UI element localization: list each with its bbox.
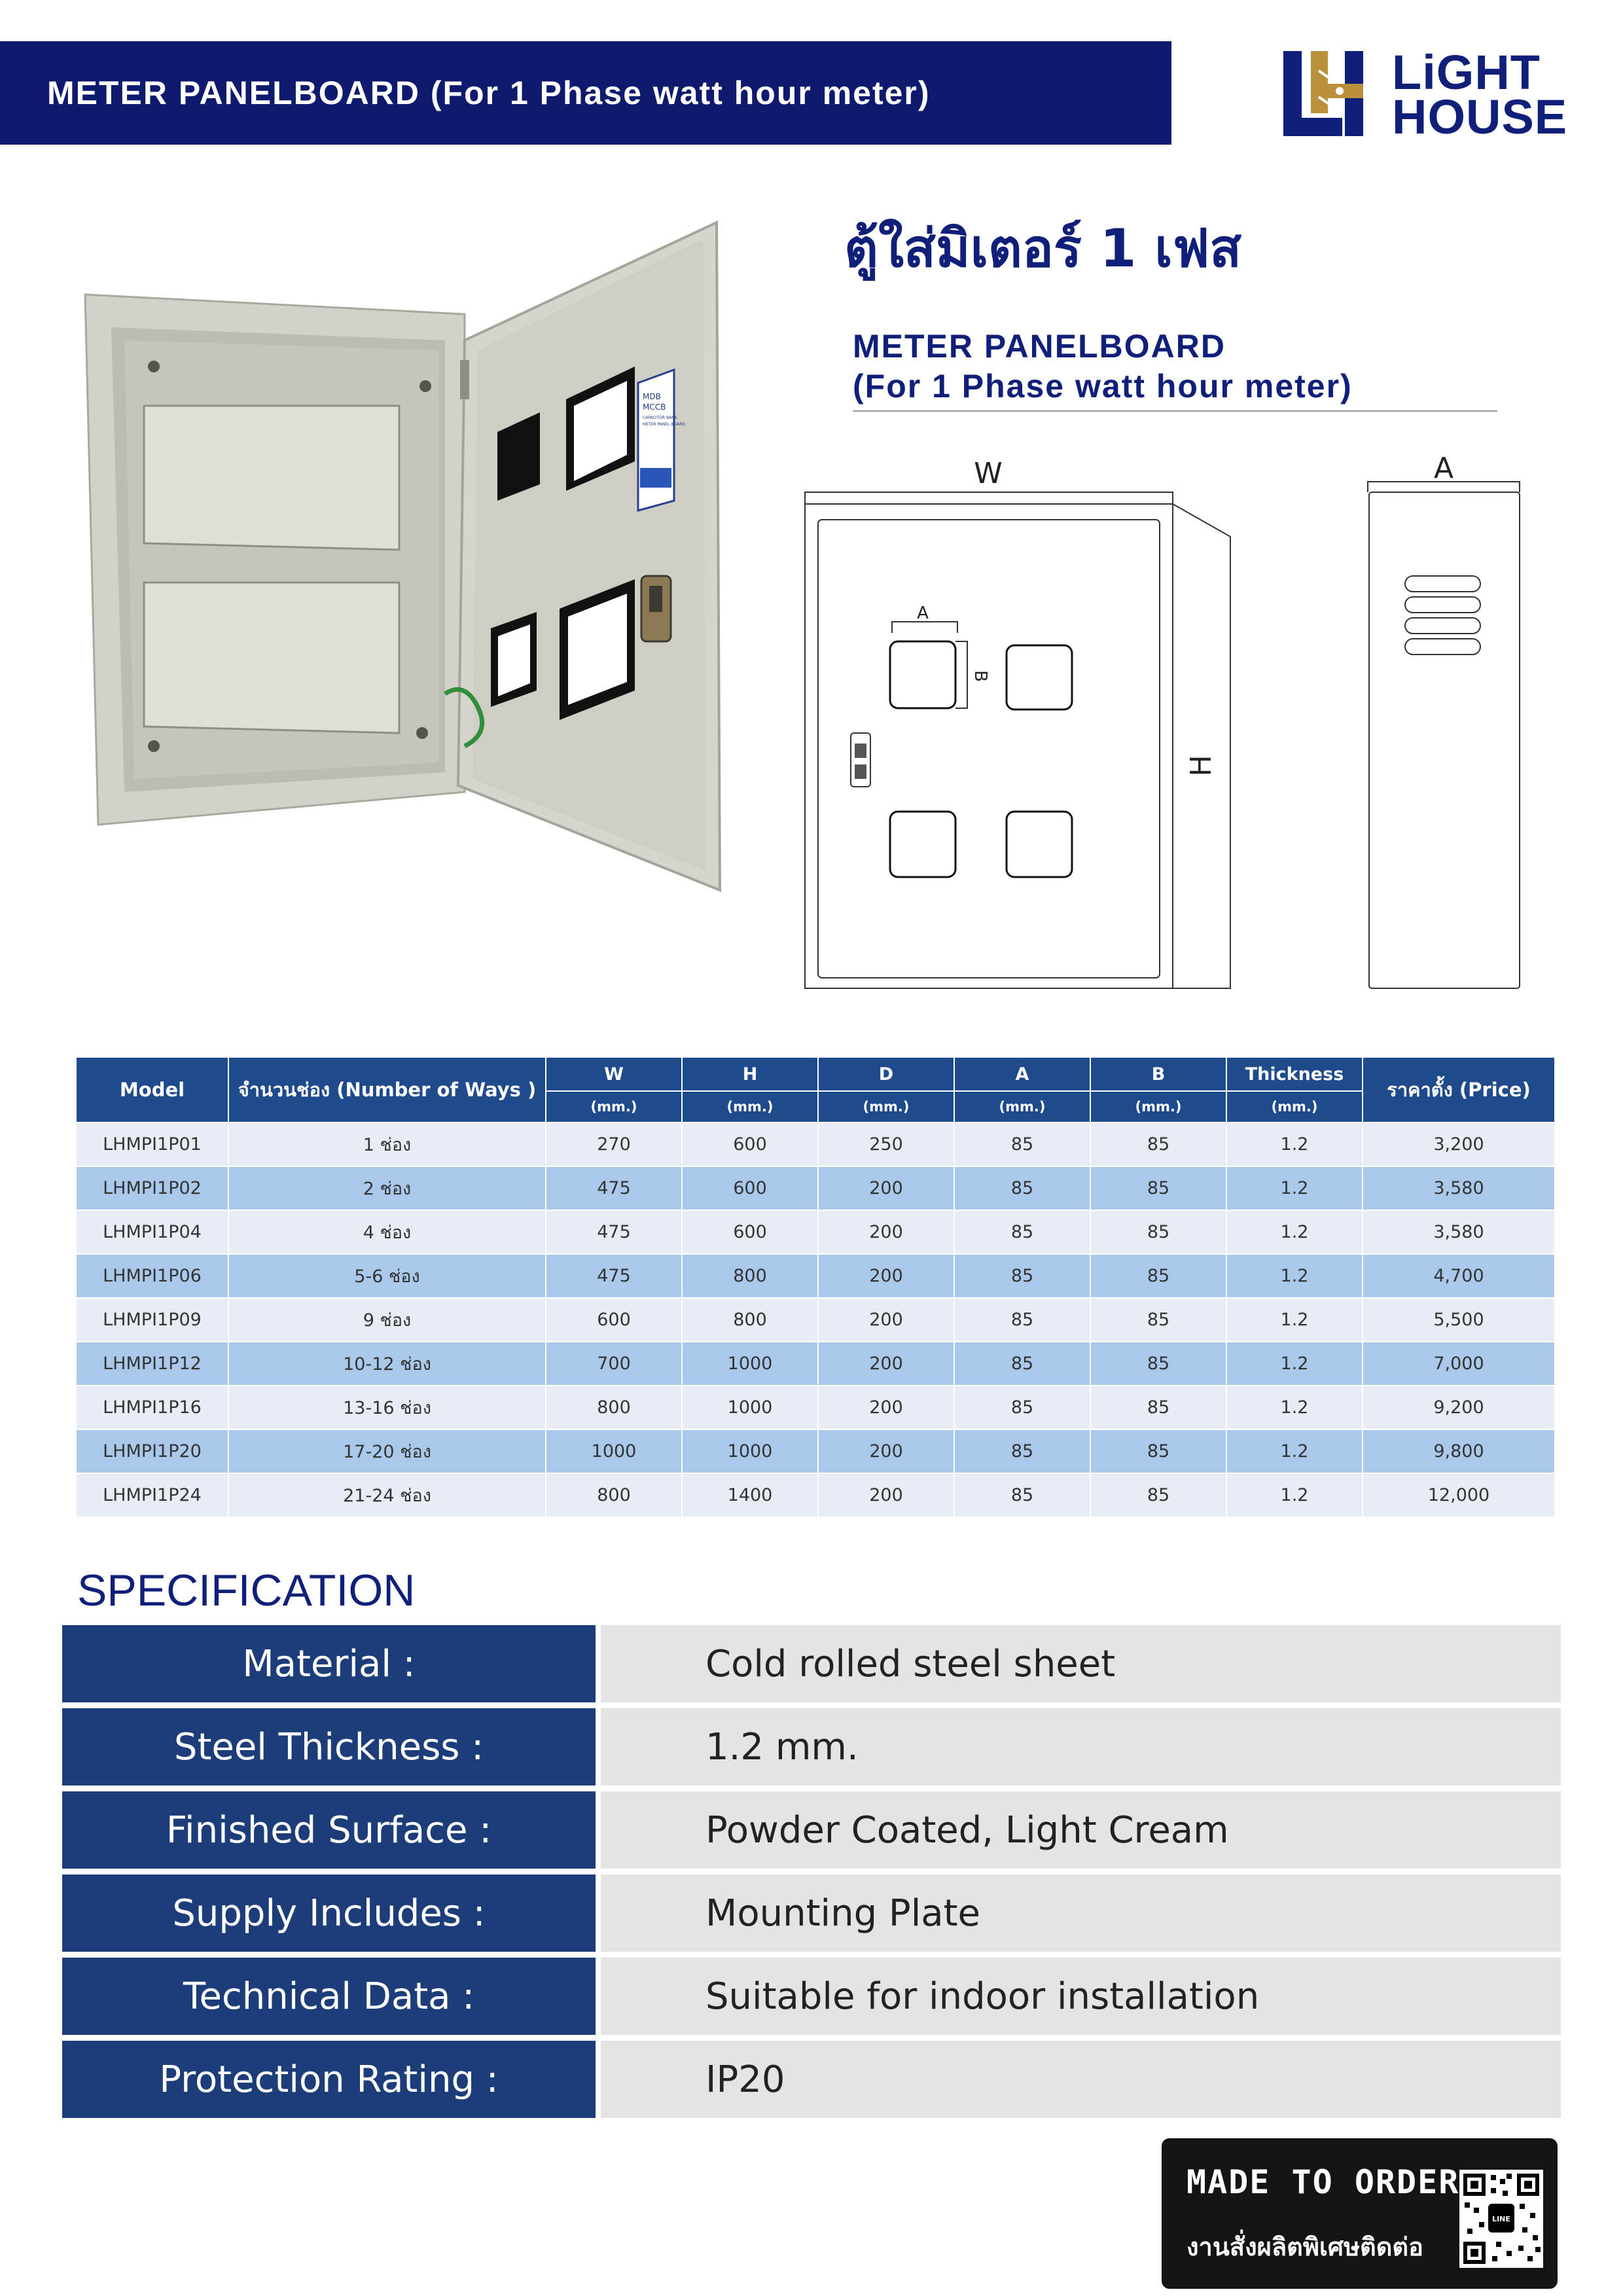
cell-h: 1000: [682, 1429, 818, 1473]
cell-b: 85: [1090, 1166, 1226, 1210]
spec-label: Finished Surface :: [62, 1791, 596, 1869]
col-header-b: B: [1090, 1057, 1226, 1091]
cell-a: 85: [954, 1254, 1090, 1298]
lh-monogram-icon: [1279, 45, 1384, 143]
cell-d: 200: [818, 1166, 954, 1210]
cell-w: 800: [546, 1473, 682, 1517]
spec-row-supply: [62, 1874, 1561, 1952]
subtitle-line1: METER PANELBOARD: [853, 328, 1226, 365]
spec-label: Steel Thickness :: [62, 1708, 596, 1785]
cell-h: 1000: [682, 1342, 818, 1386]
cell-a: 85: [954, 1386, 1090, 1429]
table-row: [76, 1386, 1555, 1429]
cell-d: 250: [818, 1122, 954, 1166]
vent-slot: [1405, 597, 1480, 613]
table-row: [76, 1210, 1555, 1254]
dim-label-h: H: [1185, 755, 1218, 777]
product-photo: [72, 209, 766, 995]
front-view-drawing: [792, 452, 1250, 1001]
cell-d: 200: [818, 1298, 954, 1342]
cell-price: 9,200: [1363, 1386, 1555, 1429]
cell-h: 800: [682, 1254, 818, 1298]
cell-w: 270: [546, 1122, 682, 1166]
cell-model: LHMPI1P12: [76, 1342, 228, 1386]
table-row: [76, 1473, 1555, 1517]
spec-label: Supply Includes :: [62, 1874, 596, 1952]
spec-value: Powder Coated, Light Cream: [601, 1791, 1561, 1869]
cell-model: LHMPI1P24: [76, 1473, 228, 1517]
cell-ways: 13-16 ช่อง: [228, 1386, 546, 1429]
unit-label: (mm.): [818, 1091, 954, 1122]
logo-text-light: LiGHT: [1392, 45, 1541, 99]
badge-thai-text: งานสั่งผลิตพิเศษติดต่อ: [1186, 2233, 1423, 2261]
cell-price: 4,700: [1363, 1254, 1555, 1298]
cell-b: 85: [1090, 1429, 1226, 1473]
cell-w: 475: [546, 1254, 682, 1298]
cell-b: 85: [1090, 1210, 1226, 1254]
cell-h: 800: [682, 1298, 818, 1342]
cell-model: LHMPI1P20: [76, 1429, 228, 1473]
cell-d: 200: [818, 1254, 954, 1298]
table-row: [76, 1122, 1555, 1166]
meter-window: [890, 812, 955, 877]
spec-value: Cold rolled steel sheet: [601, 1625, 1561, 1702]
door-label-mdb: MDB: [643, 392, 661, 401]
dim-label-a-small: A: [917, 603, 929, 623]
cell-b: 85: [1090, 1473, 1226, 1517]
specification-table: [62, 1625, 1561, 2124]
col-header-thickness: Thickness: [1226, 1057, 1363, 1091]
cell-a: 85: [954, 1473, 1090, 1517]
dim-label-w: W: [974, 457, 1003, 490]
door-label-meter: METER PANEL BOARD: [643, 422, 685, 427]
cell-price: 3,580: [1363, 1210, 1555, 1254]
header-bar: [0, 41, 1171, 145]
cell-thickness: 1.2: [1226, 1342, 1363, 1386]
cell-b: 85: [1090, 1342, 1226, 1386]
cell-thickness: 1.2: [1226, 1122, 1363, 1166]
col-header-ways: จำนวนช่อง (Number of Ways ): [228, 1057, 546, 1122]
cell-w: 475: [546, 1210, 682, 1254]
cell-ways: 10-12 ช่อง: [228, 1342, 546, 1386]
table-row: [76, 1166, 1555, 1210]
spec-label: Technical Data :: [62, 1958, 596, 2035]
col-header-price: ราคาตั้ง (Price): [1363, 1057, 1555, 1122]
table-row: [76, 1342, 1555, 1386]
cell-ways: 17-20 ช่อง: [228, 1429, 546, 1473]
cell-b: 85: [1090, 1298, 1226, 1342]
cell-w: 475: [546, 1166, 682, 1210]
cell-h: 600: [682, 1122, 818, 1166]
cell-a: 85: [954, 1210, 1090, 1254]
spec-row-surface: [62, 1791, 1561, 1869]
cell-ways: 21-24 ช่อง: [228, 1473, 546, 1517]
vent-slot: [1405, 576, 1480, 592]
cell-ways: 1 ช่อง: [228, 1122, 546, 1166]
cell-h: 1000: [682, 1386, 818, 1429]
unit-label: (mm.): [1090, 1091, 1226, 1122]
meter-window: [1007, 645, 1072, 709]
spec-label: Material :: [62, 1625, 596, 1702]
col-header-h: H: [682, 1057, 818, 1091]
cell-h: 600: [682, 1166, 818, 1210]
header-title: METER PANELBOARD (For 1 Phase watt hour meter): [47, 75, 931, 111]
cell-d: 200: [818, 1342, 954, 1386]
col-header-d: D: [818, 1057, 954, 1091]
cell-ways: 5-6 ช่อง: [228, 1254, 546, 1298]
cell-model: LHMPI1P01: [76, 1122, 228, 1166]
cell-thickness: 1.2: [1226, 1254, 1363, 1298]
spec-value: Mounting Plate: [601, 1874, 1561, 1952]
cell-a: 85: [954, 1166, 1090, 1210]
table-row: [76, 1429, 1555, 1473]
cell-w: 800: [546, 1386, 682, 1429]
logo-text-house: HOUSE: [1392, 90, 1568, 144]
cell-thickness: 1.2: [1226, 1210, 1363, 1254]
cell-model: LHMPI1P06: [76, 1254, 228, 1298]
cell-price: 3,200: [1363, 1122, 1555, 1166]
cell-price: 5,500: [1363, 1298, 1555, 1342]
vent-slot: [1405, 618, 1480, 634]
cell-thickness: 1.2: [1226, 1386, 1363, 1429]
cell-ways: 9 ช่อง: [228, 1298, 546, 1342]
col-header-a: A: [954, 1057, 1090, 1091]
dim-label-side-a: A: [1433, 452, 1454, 485]
table-row: [76, 1298, 1555, 1342]
door-label-mccb: MCCB: [643, 403, 666, 412]
cell-model: LHMPI1P09: [76, 1298, 228, 1342]
thai-title: ตู้ใส่มิเตอร์ 1 เฟส: [844, 218, 1242, 279]
cell-model: LHMPI1P04: [76, 1210, 228, 1254]
cell-w: 700: [546, 1342, 682, 1386]
spec-value: IP20: [601, 2041, 1561, 2118]
cell-ways: 4 ช่อง: [228, 1210, 546, 1254]
cell-price: 12,000: [1363, 1473, 1555, 1517]
cell-model: LHMPI1P02: [76, 1166, 228, 1210]
unit-label: (mm.): [954, 1091, 1090, 1122]
side-view-drawing: [1355, 452, 1531, 1001]
spec-value: 1.2 mm.: [601, 1708, 1561, 1785]
door-label-capacitor: CAPACITOR BANK: [643, 416, 677, 420]
cell-price: 3,580: [1363, 1166, 1555, 1210]
cell-thickness: 1.2: [1226, 1473, 1363, 1517]
unit-label: (mm.): [682, 1091, 818, 1122]
cell-a: 85: [954, 1429, 1090, 1473]
cell-a: 85: [954, 1298, 1090, 1342]
table-row: [76, 1254, 1555, 1298]
spec-row-protection: [62, 2041, 1561, 2118]
cell-model: LHMPI1P16: [76, 1386, 228, 1429]
unit-label: (mm.): [1226, 1091, 1363, 1122]
cell-thickness: 1.2: [1226, 1298, 1363, 1342]
cell-w: 600: [546, 1298, 682, 1342]
cell-d: 200: [818, 1429, 954, 1473]
cell-ways: 2 ช่อง: [228, 1166, 546, 1210]
cell-price: 9,800: [1363, 1429, 1555, 1473]
spec-row-material: [62, 1625, 1561, 1702]
qr-line-label: LINE: [1492, 2215, 1510, 2223]
cell-thickness: 1.2: [1226, 1166, 1363, 1210]
badge-made-to-order: MADE TO ORDER: [1186, 2163, 1460, 2201]
meter-window: [1007, 812, 1072, 877]
cell-price: 7,000: [1363, 1342, 1555, 1386]
cell-h: 1400: [682, 1473, 818, 1517]
cell-d: 200: [818, 1473, 954, 1517]
cell-d: 200: [818, 1210, 954, 1254]
meter-window: [890, 641, 955, 708]
light-house-logo: [1279, 45, 1587, 143]
cell-d: 200: [818, 1386, 954, 1429]
cell-h: 600: [682, 1210, 818, 1254]
cell-thickness: 1.2: [1226, 1429, 1363, 1473]
cell-a: 85: [954, 1122, 1090, 1166]
title-divider: [853, 410, 1497, 412]
specification-heading: SPECIFICATION: [77, 1566, 416, 1615]
spec-row-thickness: [62, 1708, 1561, 1785]
product-table: [75, 1056, 1556, 1518]
col-header-model: Model: [76, 1057, 228, 1122]
subtitle-line2: (For 1 Phase watt hour meter): [853, 368, 1353, 404]
cell-a: 85: [954, 1342, 1090, 1386]
cell-b: 85: [1090, 1122, 1226, 1166]
made-to-order-badge: [1162, 2138, 1558, 2289]
cell-w: 1000: [546, 1429, 682, 1473]
col-header-w: W: [546, 1057, 682, 1091]
cell-b: 85: [1090, 1254, 1226, 1298]
spec-value: Suitable for indoor installation: [601, 1958, 1561, 2035]
unit-label: (mm.): [546, 1091, 682, 1122]
dim-label-b-small: B: [971, 670, 990, 682]
spec-label: Protection Rating :: [62, 2041, 596, 2118]
cell-b: 85: [1090, 1386, 1226, 1429]
line-qr-code-icon[interactable]: [1459, 2170, 1543, 2268]
spec-row-technical: [62, 1958, 1561, 2035]
vent-slot: [1405, 639, 1480, 655]
